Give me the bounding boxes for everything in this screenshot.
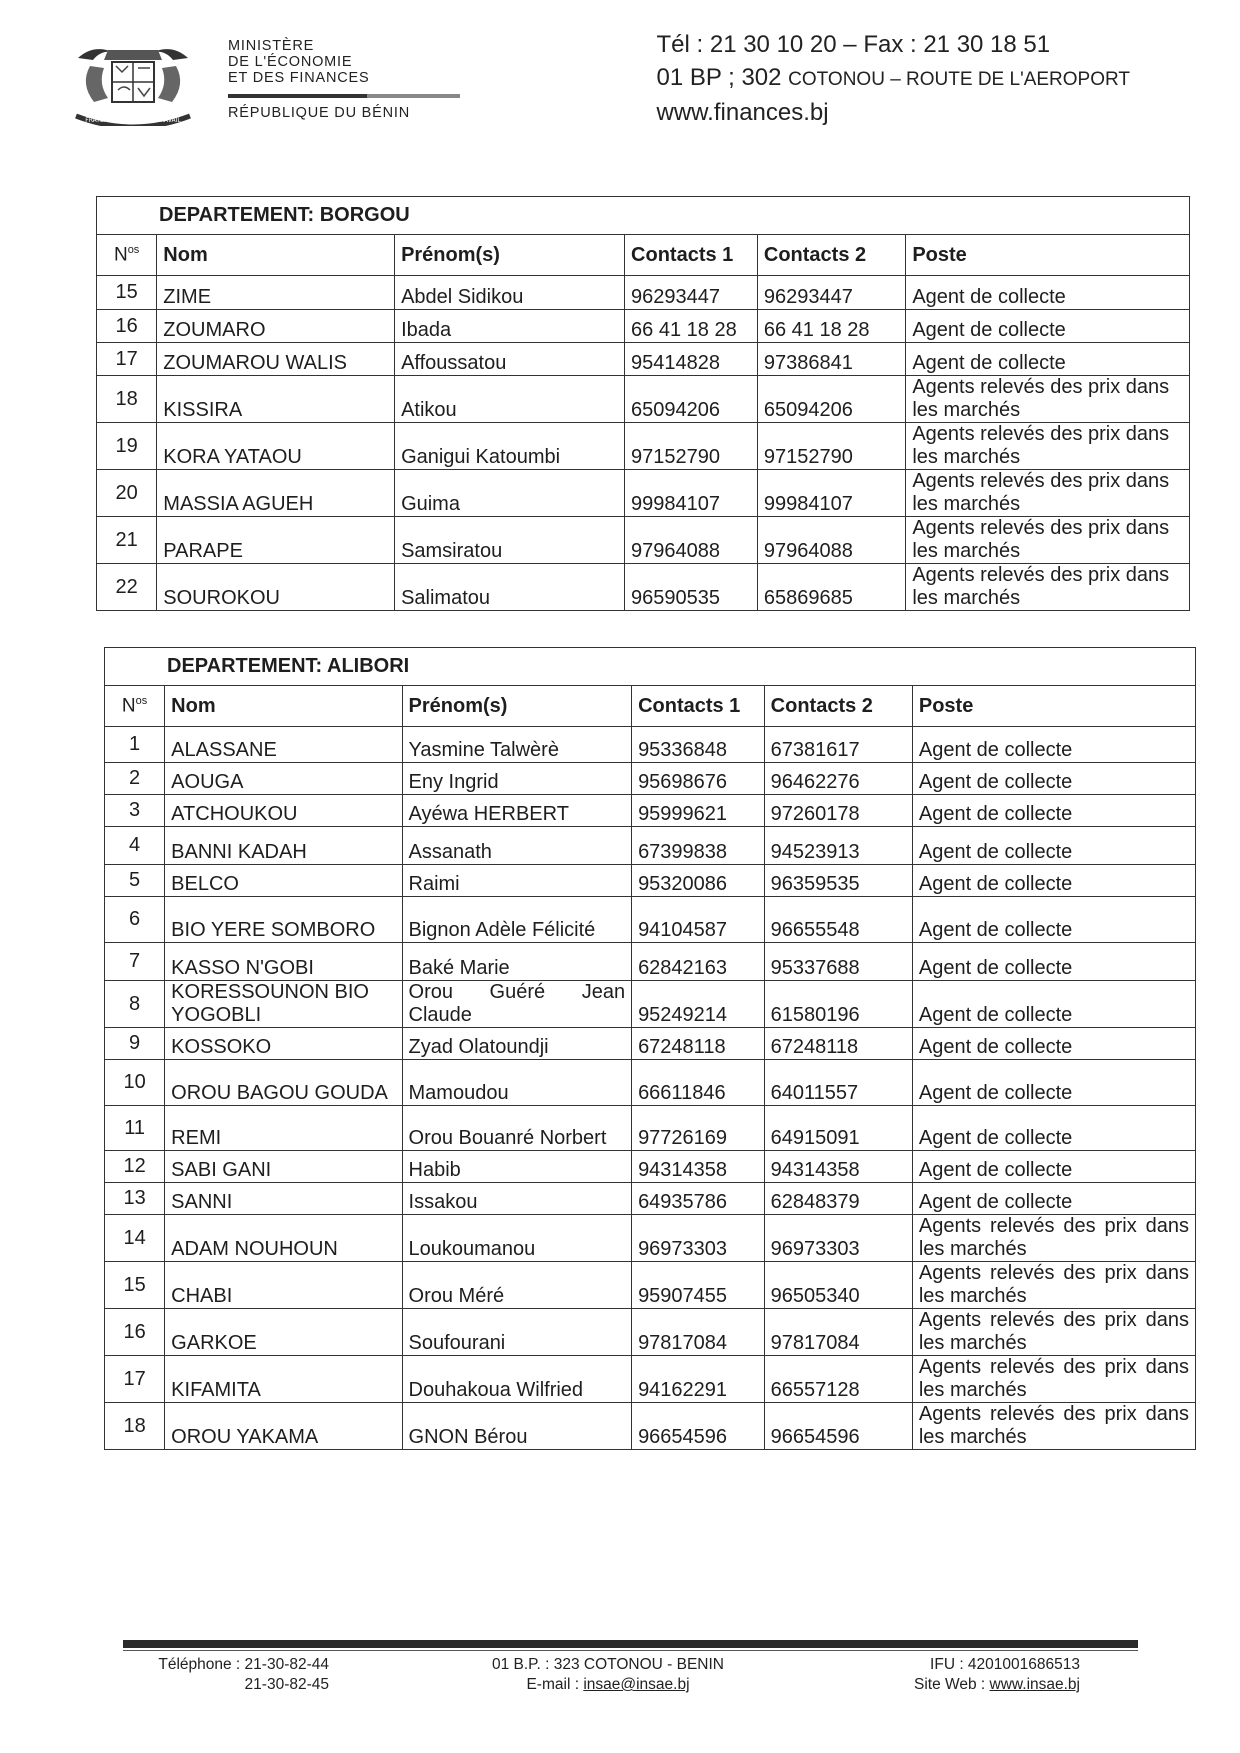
footer-rule-thin bbox=[123, 1650, 1138, 1651]
row-number: 13 bbox=[105, 1183, 165, 1215]
table-row bbox=[97, 376, 1190, 423]
cell-contact1: 95698676 bbox=[632, 763, 765, 795]
cell-prenom: Douhakoua Wilfried bbox=[402, 1356, 632, 1403]
cell-nom: GARKOE bbox=[165, 1309, 402, 1356]
row-number: 22 bbox=[97, 564, 157, 611]
cell-poste: Agents relevés des prix dans les marchés bbox=[912, 1215, 1195, 1262]
cell-prenom: Yasmine Talwèrè bbox=[402, 727, 632, 763]
row-number: 7 bbox=[105, 943, 165, 981]
cell-contact1: 97964088 bbox=[625, 517, 758, 564]
cell-contact1: 99984107 bbox=[625, 470, 758, 517]
cell-nom: ATCHOUKOU bbox=[165, 795, 402, 827]
cell-nom: REMI bbox=[165, 1106, 402, 1151]
cell-poste: Agents relevés des prix dans les marchés bbox=[912, 1262, 1195, 1309]
cell-contact1: 94162291 bbox=[632, 1356, 765, 1403]
table-row bbox=[97, 564, 1190, 611]
table-row bbox=[97, 517, 1190, 564]
footer-address bbox=[478, 1655, 738, 1695]
cell-contact1: 96590535 bbox=[625, 564, 758, 611]
row-number: 15 bbox=[97, 276, 157, 310]
cell-contact2: 65869685 bbox=[757, 564, 905, 611]
cell-nom: OROU BAGOU GOUDA bbox=[165, 1060, 402, 1106]
table-row bbox=[105, 981, 1196, 1028]
cell-poste: Agent de collecte bbox=[912, 897, 1195, 943]
cell-contact2: 96293447 bbox=[757, 276, 905, 310]
header-row bbox=[105, 686, 1196, 727]
cell-prenom: Abdel Sidikou bbox=[395, 276, 625, 310]
cell-prenom: Ayéwa HERBERT bbox=[402, 795, 632, 827]
cell-contact2: 66557128 bbox=[764, 1356, 912, 1403]
letterhead bbox=[68, 28, 1178, 138]
cell-prenom: Issakou bbox=[402, 1183, 632, 1215]
cell-prenom: Ganigui Katoumbi bbox=[395, 423, 625, 470]
table-row bbox=[97, 310, 1190, 343]
cell-contact2: 94314358 bbox=[764, 1151, 912, 1183]
footer-ifu bbox=[880, 1655, 1080, 1695]
table-row bbox=[105, 827, 1196, 865]
cell-prenom: Ibada bbox=[395, 310, 625, 343]
table-row bbox=[105, 1262, 1196, 1309]
row-number: 16 bbox=[105, 1309, 165, 1356]
cell-contact1: 97152790 bbox=[625, 423, 758, 470]
row-number: 1 bbox=[105, 727, 165, 763]
cell-poste: Agents relevés des prix dans les marchés bbox=[906, 376, 1190, 423]
ministry-line-3: ET DES FINANCES bbox=[228, 70, 370, 86]
cell-contact2: 67381617 bbox=[764, 727, 912, 763]
cell-poste: Agent de collecte bbox=[912, 943, 1195, 981]
cell-contact2: 64915091 bbox=[764, 1106, 912, 1151]
row-number: 16 bbox=[97, 310, 157, 343]
col-contact1: Contacts 1 bbox=[632, 686, 765, 727]
cell-contact1: 95414828 bbox=[625, 343, 758, 376]
alibori-table bbox=[104, 647, 1196, 1450]
cell-prenom: Samsiratou bbox=[395, 517, 625, 564]
ministry-block bbox=[228, 38, 460, 121]
cell-prenom: Orou Bouanré Norbert bbox=[402, 1106, 632, 1151]
cell-nom: BANNI KADAH bbox=[165, 827, 402, 865]
cell-poste: Agent de collecte bbox=[912, 727, 1195, 763]
cell-contact1: 62842163 bbox=[632, 943, 765, 981]
cell-prenom: Atikou bbox=[395, 376, 625, 423]
cell-contact1: 94104587 bbox=[632, 897, 765, 943]
header-row bbox=[97, 235, 1190, 276]
coat-of-arms-emblem bbox=[68, 36, 198, 126]
col-nos: $N^{os}$ bbox=[105, 686, 165, 727]
cell-prenom: Guima bbox=[395, 470, 625, 517]
row-number: 15 bbox=[105, 1262, 165, 1309]
phone-fax: Tél : 21 30 10 20 – Fax : 21 30 18 51 bbox=[656, 31, 1051, 58]
col-nom: Nom bbox=[165, 686, 402, 727]
cell-nom: CHABI bbox=[165, 1262, 402, 1309]
cell-contact2: 97964088 bbox=[757, 517, 905, 564]
col-prenom: Prénom(s) bbox=[395, 235, 625, 276]
cell-nom: KASSO N'GOBI bbox=[165, 943, 402, 981]
cell-poste: Agent de collecte bbox=[912, 795, 1195, 827]
cell-prenom: Assanath bbox=[402, 827, 632, 865]
cell-nom: KOSSOKO bbox=[165, 1028, 402, 1060]
col-contact2: Contacts 2 bbox=[757, 235, 905, 276]
cell-nom: KISSIRA bbox=[157, 376, 395, 423]
row-number: 20 bbox=[97, 470, 157, 517]
cell-contact2: 97152790 bbox=[757, 423, 905, 470]
cell-prenom: Orou Méré bbox=[402, 1262, 632, 1309]
table-row bbox=[105, 727, 1196, 763]
cell-nom: BIO YERE SOMBORO bbox=[165, 897, 402, 943]
cell-contact1: 67248118 bbox=[632, 1028, 765, 1060]
table-row bbox=[97, 276, 1190, 310]
cell-nom: PARAPE bbox=[157, 517, 395, 564]
cell-contact2: 64011557 bbox=[764, 1060, 912, 1106]
cell-poste: Agent de collecte bbox=[912, 981, 1195, 1028]
address-route: COTONOU – ROUTE DE L'AEROPORT bbox=[788, 69, 1130, 90]
cell-contact1: 97817084 bbox=[632, 1309, 765, 1356]
row-number: 5 bbox=[105, 865, 165, 897]
cell-contact1: 64935786 bbox=[632, 1183, 765, 1215]
cell-poste: Agent de collecte bbox=[912, 1028, 1195, 1060]
table-row bbox=[105, 1309, 1196, 1356]
cell-contact2: 65094206 bbox=[757, 376, 905, 423]
ministry-line-2: DE L'ÉCONOMIE bbox=[228, 54, 353, 70]
table-row bbox=[105, 865, 1196, 897]
table-row bbox=[105, 897, 1196, 943]
cell-poste: Agents relevés des prix dans les marchés bbox=[912, 1356, 1195, 1403]
cell-nom: MASSIA AGUEH bbox=[157, 470, 395, 517]
cell-prenom: Habib bbox=[402, 1151, 632, 1183]
cell-contact2: 99984107 bbox=[757, 470, 905, 517]
col-contact1: Contacts 1 bbox=[625, 235, 758, 276]
cell-nom: KORESSOUNON BIO YOGOBLI bbox=[165, 981, 402, 1028]
cell-contact1: 95907455 bbox=[632, 1262, 765, 1309]
cell-nom: AOUGA bbox=[165, 763, 402, 795]
svg-text:FRATERNITÉ · JUSTICE · TRAVAIL: FRATERNITÉ · JUSTICE · TRAVAIL bbox=[85, 117, 181, 124]
row-number: 12 bbox=[105, 1151, 165, 1183]
cell-contact2: 95337688 bbox=[764, 943, 912, 981]
cell-contact2: 97386841 bbox=[757, 343, 905, 376]
table-row bbox=[105, 1060, 1196, 1106]
cell-contact2: 61580196 bbox=[764, 981, 912, 1028]
cell-contact1: 94314358 bbox=[632, 1151, 765, 1183]
department-title: DEPARTEMENT: BORGOU bbox=[97, 197, 1190, 235]
cell-contact1: 96293447 bbox=[625, 276, 758, 310]
cell-poste: Agent de collecte bbox=[912, 827, 1195, 865]
table-row bbox=[105, 1403, 1196, 1450]
cell-contact2: 94523913 bbox=[764, 827, 912, 865]
cell-contact2: 96973303 bbox=[764, 1215, 912, 1262]
cell-poste: Agents relevés des prix dans les marchés bbox=[912, 1309, 1195, 1356]
cell-prenom: Raimi bbox=[402, 865, 632, 897]
cell-contact2: 96654596 bbox=[764, 1403, 912, 1450]
row-number: 19 bbox=[97, 423, 157, 470]
row-number: 6 bbox=[105, 897, 165, 943]
website: www.finances.bj bbox=[656, 99, 829, 126]
row-number: 21 bbox=[97, 517, 157, 564]
cell-contact1: 95249214 bbox=[632, 981, 765, 1028]
cell-contact1: 97726169 bbox=[632, 1106, 765, 1151]
ministry-line-1: MINISTÈRE bbox=[228, 38, 315, 54]
table-row bbox=[105, 795, 1196, 827]
col-nos: $N^{os}$ bbox=[97, 235, 157, 276]
table-row bbox=[105, 1028, 1196, 1060]
col-nom: Nom bbox=[157, 235, 395, 276]
cell-nom: ADAM NOUHOUN bbox=[165, 1215, 402, 1262]
cell-poste: Agents relevés des prix dans les marchés bbox=[912, 1403, 1195, 1450]
cell-poste: Agents relevés des prix dans les marchés bbox=[906, 470, 1190, 517]
row-number: 14 bbox=[105, 1215, 165, 1262]
cell-poste: Agent de collecte bbox=[912, 865, 1195, 897]
cell-prenom: Soufourani bbox=[402, 1309, 632, 1356]
row-number: 17 bbox=[105, 1356, 165, 1403]
cell-prenom: Eny Ingrid bbox=[402, 763, 632, 795]
cell-contact2: 96655548 bbox=[764, 897, 912, 943]
cell-contact2: 97260178 bbox=[764, 795, 912, 827]
cell-prenom: Baké Marie bbox=[402, 943, 632, 981]
row-number: 10 bbox=[105, 1060, 165, 1106]
cell-prenom: Affoussatou bbox=[395, 343, 625, 376]
row-number: 4 bbox=[105, 827, 165, 865]
cell-poste: Agents relevés des prix dans les marchés bbox=[906, 423, 1190, 470]
cell-contact2: 97817084 bbox=[764, 1309, 912, 1356]
row-number: 18 bbox=[105, 1403, 165, 1450]
footer-email: E-mail : insae@insae.bj bbox=[526, 1676, 690, 1693]
footer-rule bbox=[123, 1640, 1138, 1648]
row-number: 11 bbox=[105, 1106, 165, 1151]
cell-nom: ZOUMARO bbox=[157, 310, 395, 343]
cell-contact2: 66 41 18 28 bbox=[757, 310, 905, 343]
footer-phone bbox=[134, 1655, 329, 1695]
cell-poste: Agents relevés des prix dans les marchés bbox=[906, 564, 1190, 611]
cell-poste: Agent de collecte bbox=[906, 343, 1190, 376]
cell-nom: SANNI bbox=[165, 1183, 402, 1215]
flag-rule bbox=[228, 94, 460, 98]
cell-contact2: 67248118 bbox=[764, 1028, 912, 1060]
cell-poste: Agent de collecte bbox=[912, 1060, 1195, 1106]
cell-poste: Agent de collecte bbox=[912, 1151, 1195, 1183]
row-number: 17 bbox=[97, 343, 157, 376]
address bbox=[657, 61, 1131, 96]
cell-prenom: Mamoudou bbox=[402, 1060, 632, 1106]
ministry-contact bbox=[657, 28, 1131, 129]
cell-nom: ALASSANE bbox=[165, 727, 402, 763]
cell-contact1: 95999621 bbox=[632, 795, 765, 827]
footer-phone-1: Téléphone : 21-30-82-44 bbox=[158, 1656, 329, 1673]
row-number: 9 bbox=[105, 1028, 165, 1060]
country-name: RÉPUBLIQUE DU BÉNIN bbox=[228, 105, 410, 121]
row-number: 2 bbox=[105, 763, 165, 795]
cell-prenom: Zyad Olatoundji bbox=[402, 1028, 632, 1060]
footer-phone-2: 21-30-82-45 bbox=[244, 1676, 329, 1693]
table-row bbox=[105, 943, 1196, 981]
col-poste: Poste bbox=[906, 235, 1190, 276]
cell-prenom: Salimatou bbox=[395, 564, 625, 611]
department-title: DEPARTEMENT: ALIBORI bbox=[105, 648, 1196, 686]
table-row bbox=[97, 470, 1190, 517]
cell-nom: ZOUMAROU WALIS bbox=[157, 343, 395, 376]
footer-postal: 01 B.P. : 323 COTONOU - BENIN bbox=[491, 1656, 724, 1673]
cell-contact1: 96654596 bbox=[632, 1403, 765, 1450]
row-number: 3 bbox=[105, 795, 165, 827]
cell-contact2: 96359535 bbox=[764, 865, 912, 897]
cell-contact1: 66 41 18 28 bbox=[625, 310, 758, 343]
table-row bbox=[105, 1215, 1196, 1262]
cell-poste: Agent de collecte bbox=[906, 310, 1190, 343]
footer-ifu-number: IFU : 4201001686513 bbox=[930, 1656, 1080, 1673]
table-row bbox=[97, 423, 1190, 470]
cell-contact1: 96973303 bbox=[632, 1215, 765, 1262]
table-row bbox=[105, 763, 1196, 795]
cell-contact2: 96462276 bbox=[764, 763, 912, 795]
cell-poste: Agent de collecte bbox=[906, 276, 1190, 310]
table-row bbox=[105, 1183, 1196, 1215]
cell-nom: ZIME bbox=[157, 276, 395, 310]
cell-contact1: 95336848 bbox=[632, 727, 765, 763]
cell-nom: SABI GANI bbox=[165, 1151, 402, 1183]
cell-poste: Agent de collecte bbox=[912, 1183, 1195, 1215]
cell-contact1: 67399838 bbox=[632, 827, 765, 865]
row-number: 8 bbox=[105, 981, 165, 1028]
cell-contact1: 65094206 bbox=[625, 376, 758, 423]
col-prenom: Prénom(s) bbox=[402, 686, 632, 727]
cell-contact2: 96505340 bbox=[764, 1262, 912, 1309]
address-bp: 01 BP ; 302 bbox=[656, 64, 789, 91]
footer-site: Site Web : www.insae.bj bbox=[914, 1676, 1080, 1693]
email-link[interactable]: insae@insae.bj bbox=[583, 1676, 690, 1693]
cell-prenom: Loukoumanou bbox=[402, 1215, 632, 1262]
cell-nom: SOUROKOU bbox=[157, 564, 395, 611]
cell-contact2: 62848379 bbox=[764, 1183, 912, 1215]
cell-poste: Agent de collecte bbox=[912, 1106, 1195, 1151]
table-row bbox=[105, 1151, 1196, 1183]
borgou-table bbox=[96, 196, 1190, 611]
cell-contact1: 95320086 bbox=[632, 865, 765, 897]
col-contact2: Contacts 2 bbox=[764, 686, 912, 727]
cell-nom: OROU YAKAMA bbox=[165, 1403, 402, 1450]
cell-nom: KIFAMITA bbox=[165, 1356, 402, 1403]
table-row bbox=[105, 1356, 1196, 1403]
cell-prenom: GNON Bérou bbox=[402, 1403, 632, 1450]
cell-nom: BELCO bbox=[165, 865, 402, 897]
cell-contact1: 66611846 bbox=[632, 1060, 765, 1106]
cell-nom: KORA YATAOU bbox=[157, 423, 395, 470]
cell-prenom: Bignon Adèle Félicité bbox=[402, 897, 632, 943]
website-link[interactable]: www.insae.bj bbox=[989, 1676, 1080, 1693]
table-row bbox=[97, 343, 1190, 376]
table-row bbox=[105, 1106, 1196, 1151]
cell-poste: Agent de collecte bbox=[912, 763, 1195, 795]
col-poste: Poste bbox=[912, 686, 1195, 727]
row-number: 18 bbox=[97, 376, 157, 423]
cell-prenom: Orou Guéré Jean Claude bbox=[402, 981, 632, 1028]
cell-poste: Agents relevés des prix dans les marchés bbox=[906, 517, 1190, 564]
